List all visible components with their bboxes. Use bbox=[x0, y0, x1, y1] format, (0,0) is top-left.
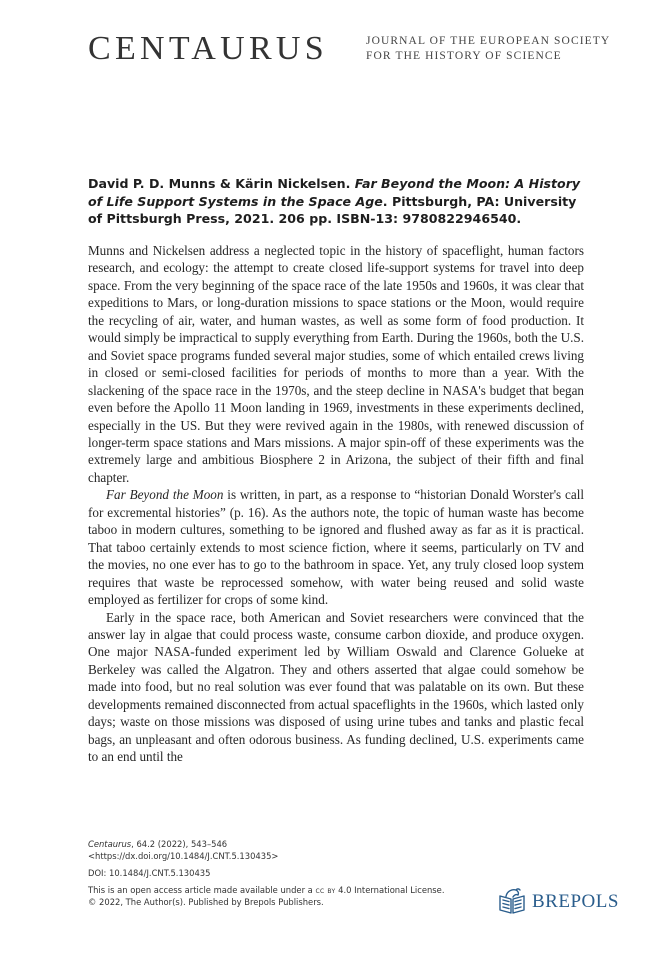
journal-title: CENTAURUS bbox=[88, 30, 328, 67]
footer-journal-name: Centaurus bbox=[88, 839, 132, 849]
journal-subtitle-line-2: FOR THE HISTORY OF SCIENCE bbox=[366, 49, 562, 62]
article-body bbox=[88, 242, 584, 766]
footer-citation bbox=[88, 838, 444, 850]
journal-subtitle-line-1: JOURNAL OF THE EUROPEAN SOCIETY bbox=[366, 35, 611, 47]
publisher-logo bbox=[498, 885, 618, 919]
review-publication: . Pittsburgh, PA: University of Pittsburgh Press, 2021. 206 pp. ISBN-13: 9780822946540. bbox=[88, 193, 577, 226]
brepols-book-icon bbox=[498, 887, 526, 915]
page-footer bbox=[88, 838, 444, 908]
publisher-name: BREPOLS bbox=[532, 891, 619, 912]
footer-doi: DOI: 10.1484/J.CNT.5.130435 bbox=[88, 868, 211, 878]
footer-license-prefix: This is an open access article made available under a bbox=[88, 885, 316, 895]
footer-license-suffix: 4.0 International License. bbox=[335, 885, 445, 895]
footer-doi-link[interactable]: <https://dx.doi.org/10.1484/J.CNT.5.130435> bbox=[88, 851, 279, 861]
journal-subtitle bbox=[366, 34, 610, 63]
body-paragraph-3: Early in the space race, both American and Soviet researchers were convinced that the answer lay in algae that could process waste, consume carbon dioxide, and produce oxygen. One major NASA-funded experiment led by William Oswald and Clarence Golueke at Berkeley was called the Algatron. They and others asserted that algae could somehow be made into food, but no real solution was ever found that was palatable on its own. But these developments remained disconnected from actual spaceflights in the 1960s, which lasted only days; waste on those missions was disposed of using urine tubes and tanks and plastic fecal bags, an unpleasant and often odorous business. As funding declined, U.S. experiments came to an end until the bbox=[88, 609, 584, 765]
body-paragraph-2-title: Far Beyond the Moon bbox=[106, 487, 224, 503]
review-heading bbox=[88, 175, 584, 228]
review-authors: David P. D. Munns & Kärin Nickelsen. bbox=[88, 176, 351, 191]
body-paragraph-1: Munns and Nickelsen address a neglected topic in the history of spaceflight, human factors research, and ecology: the attempt to create closed life-support systems for travel into deep space. From the very beginning of the space race of the late 1950s and 1960s, it was clear that expeditions to Mars, or long-duration missions to space stations or the Moon, would require the recycling of air, water, and human wastes, as well as some form of food production. It would simply be impractical to supply everything from Earth. During the 1960s, both the U.S. and Soviet space programs funded several major studies, some of which entailed crews living in closed or semi-closed facilities for periods of months to more than a year. With the slackening of the space race in the 1970s, and the steep decline in NASA's budget that began even before the Apollo 11 Moon landing in 1969, investments in these experiments declined, especially in the US. But they were revived again in the 1980s, with renewed discussion of longer-term space stations and Mars missions. A major spin-off of these experiments was the extremely large and ambitious Biosphere 2 in Arizona, the subject of their fifth and final chapter. bbox=[88, 243, 584, 485]
body-paragraph-2 bbox=[88, 486, 584, 608]
footer-citation-detail: , 64.2 (2022), 543–546 bbox=[131, 839, 228, 849]
footer-copyright: © 2022, The Author(s). Published by Brepols Publishers. bbox=[88, 897, 324, 907]
body-paragraph-2-text: is written, in part, as a response to “historian Donald Worster's call for excremental histories” (p. 16). As the authors note, the topic of human waste has become taboo in modern cultures, something to be ignored and flushed away as far as it is practical. That taboo certainly extends to most science fiction, where it seems, particularly on TV and the movies, no one ever has to go to the bathroom in space. Yet, any truly closed loop system requires that waste be reprocessed somehow, with water being reused and solid waste employed as fertilizer for crops of some kind. bbox=[88, 487, 585, 608]
footer-license-cc: cc by bbox=[315, 885, 336, 895]
journal-masthead bbox=[88, 30, 628, 70]
review-book-title: Far Beyond the Moon: A History of Life Support Systems in the Space Age bbox=[88, 176, 581, 209]
footer-license bbox=[88, 884, 444, 896]
